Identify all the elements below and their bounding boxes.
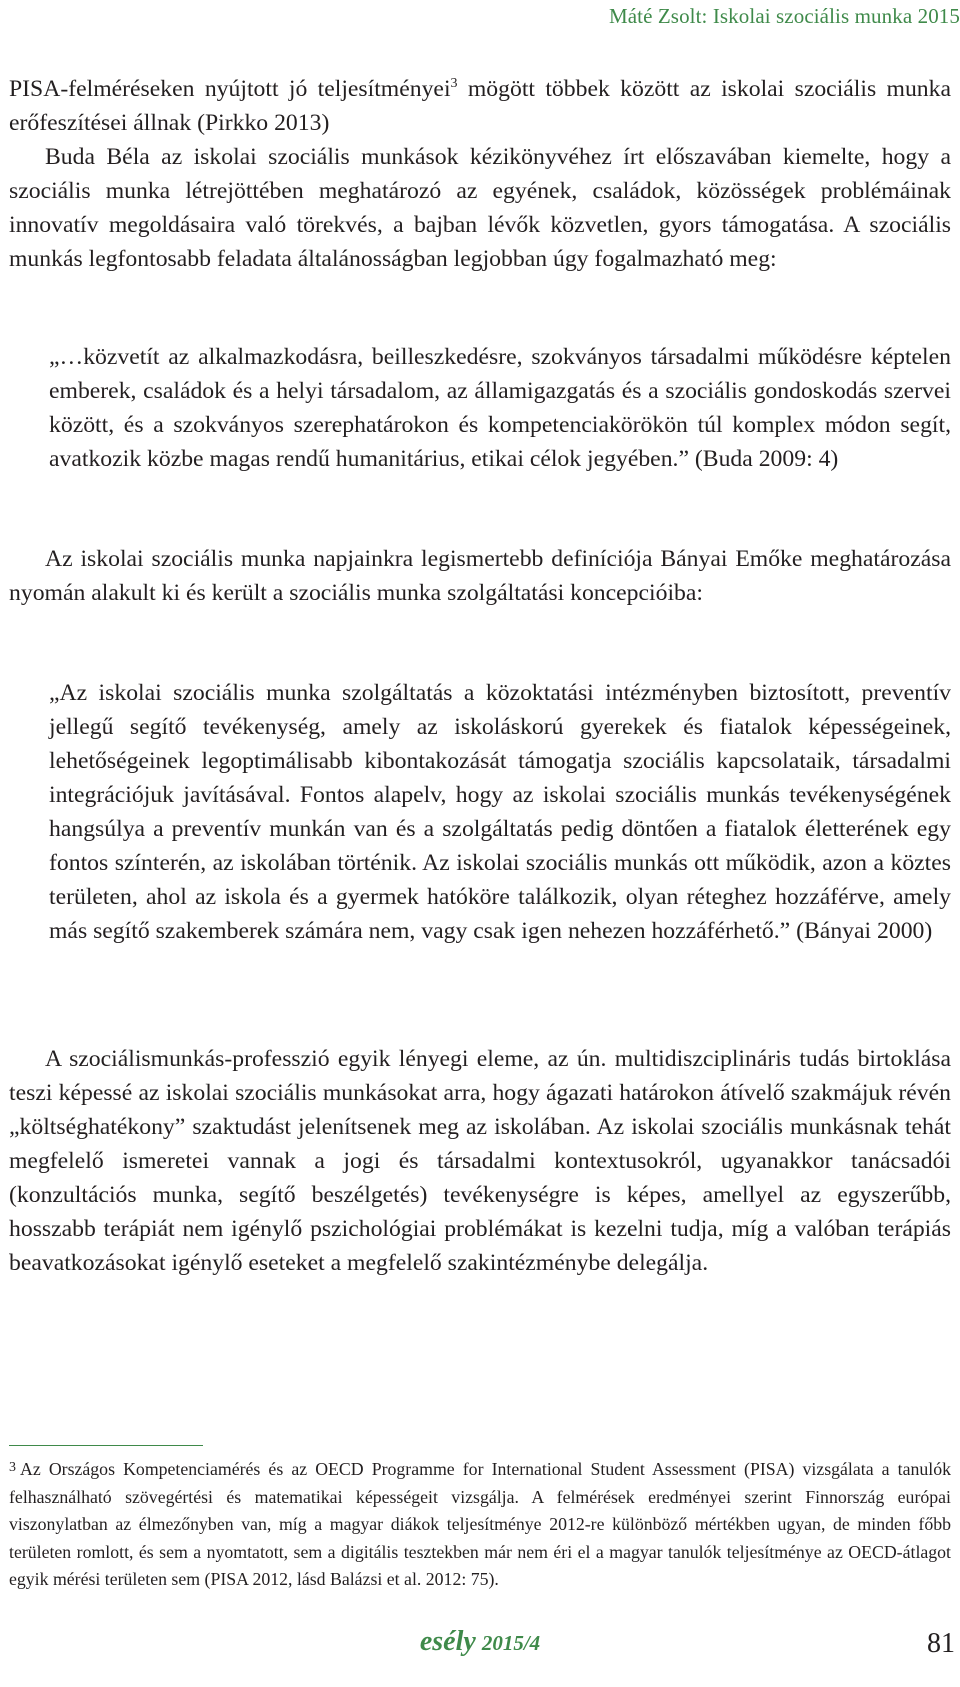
paragraph-text: mögött többek között az iskolai szociális munka erőfeszítései állnak (Pirkko 2013) — [9, 76, 951, 136]
paragraph-profession — [9, 1042, 951, 1280]
quote-text: „Az iskolai szociális munka szolgáltatás a közoktatási intézményben biztosított, preventív jellegű segítő tevékenység, amely az iskoláskorú gyerekek és fiatalok képességeinek, lehetőségeinek legoptimálisabb kibontakozását támogatja szociális kapcsolataik, társadalmi integrációjuk javításával. Fontos alapelv, hogy az iskolai szociális munkás tevékenységének hangsúlya a preventív munkán van és a szolgáltatás pedig döntően a fiatalok életterének egy fontos színterén, az iskolában történik. Az iskolai szociális munkás ott működik, azon a köztes területen, ahol az iskola és a gyermek hatóköre találkozik, olyan réteghez hozzáférve, amely más segítő szakemberek számára nem, vagy csak igen nehezen hozzáférhető.” (Bányai 2000) — [49, 680, 951, 944]
paragraph-banyai-intro — [9, 542, 951, 610]
footnote-number: 3 — [9, 1460, 16, 1475]
footnote — [9, 1454, 951, 1594]
paragraph-text: Buda Béla az iskolai szociális munkások kézikönyvéhez írt előszavában kiemelte, hogy a szociális munka létrejöttében meghatározó az egyének, családok, közösségek problémáinak innovatív megoldásaira való törekvés, a bajban lévők közvetlen, gyors támogatása. A szociális munkás legfontosabb feladata általánosságban legjobban úgy fogalmazható meg: — [9, 144, 951, 272]
quote-text: „…közvetít az alkalmazkodásra, beilleszkedésre, szokványos társadalmi működésre képtelen emberek, családok és a helyi társadalom, az államigazgatás és a szociális gondoskodás szervei között, és a szokványos szerephatárokon és kompetenciakörökön túl komplex módon segít, avatkozik közbe magas rendű humanitárius, etikai célok jegyében.” (Buda 2009: 4) — [49, 344, 951, 472]
block-quote-buda — [49, 340, 951, 476]
paragraph-text: PISA-felméréseken nyújtott jó teljesítményei — [9, 76, 451, 102]
running-head: Máté Zsolt: Iskolai szociális munka 2015 — [608, 4, 960, 28]
block-quote-banyai — [49, 676, 951, 948]
paragraph-pisa — [9, 72, 951, 140]
journal-name: esély — [419, 1626, 476, 1657]
paragraph-text: A szociálismunkás-professzió egyik lényegi eleme, az ún. multidiszciplináris tudás birtoklása teszi képessé az iskolai szociális munkásokat arra, hogy ágazati határokon átívelő szakmájuk révén „költséghatékony” szaktudást jelenítsenek meg az iskolában. Az iskolai szociális munkásnak tehát megfelelő ismeretei vannak a jogi és társadalmi kontextusokról, ugyanakkor tanácsadói (konzultációs munka, segítő beszélgetés) tevékenységre is képes, amellyel az egyszerűbb, hosszabb terápiát nem igénylő pszichológiai problémákat is kezelni tudja, míg a valóban terápiás beavatkozásokat igénylő eseteket a megfelelő szakintézménybe delegálja. — [9, 1046, 951, 1276]
journal-footer — [0, 1626, 960, 1658]
footnote-text: Az Országos Kompetenciamérés és az OECD Programme for International Student Assessment (PISA) vizsgálata a tanulók felhasználható szövegértési és matematikai képességeit vizsgálja. A felmérések eredményei szerint Finnország európai viszonylatban az élmezőnyben van, míg a magyar diákok teljesítménye 2012-re különböző mértékben ugyan, de minden főbb területen romlott, és sem a nyomtatott, sem a digitális tesztekben már nem éri el a magyar tanulók teljesítménye az OECD-átlagot egyik mérési területen sem (PISA 2012, lásd Balázsi et al. 2012: 75). — [9, 1459, 951, 1589]
footnote-reference[interactable]: 3 — [450, 76, 458, 91]
footnote-divider — [9, 1445, 203, 1446]
page-number: 81 — [927, 1628, 955, 1659]
paragraph-text: Az iskolai szociális munka napjainkra legismertebb definíciója Bányai Emőke meghatározása nyomán alakult ki és került a szociális munka szolgáltatási koncepcióiba: — [9, 546, 951, 606]
paragraph-buda — [9, 140, 951, 276]
journal-issue: 2015/4 — [481, 1631, 541, 1655]
